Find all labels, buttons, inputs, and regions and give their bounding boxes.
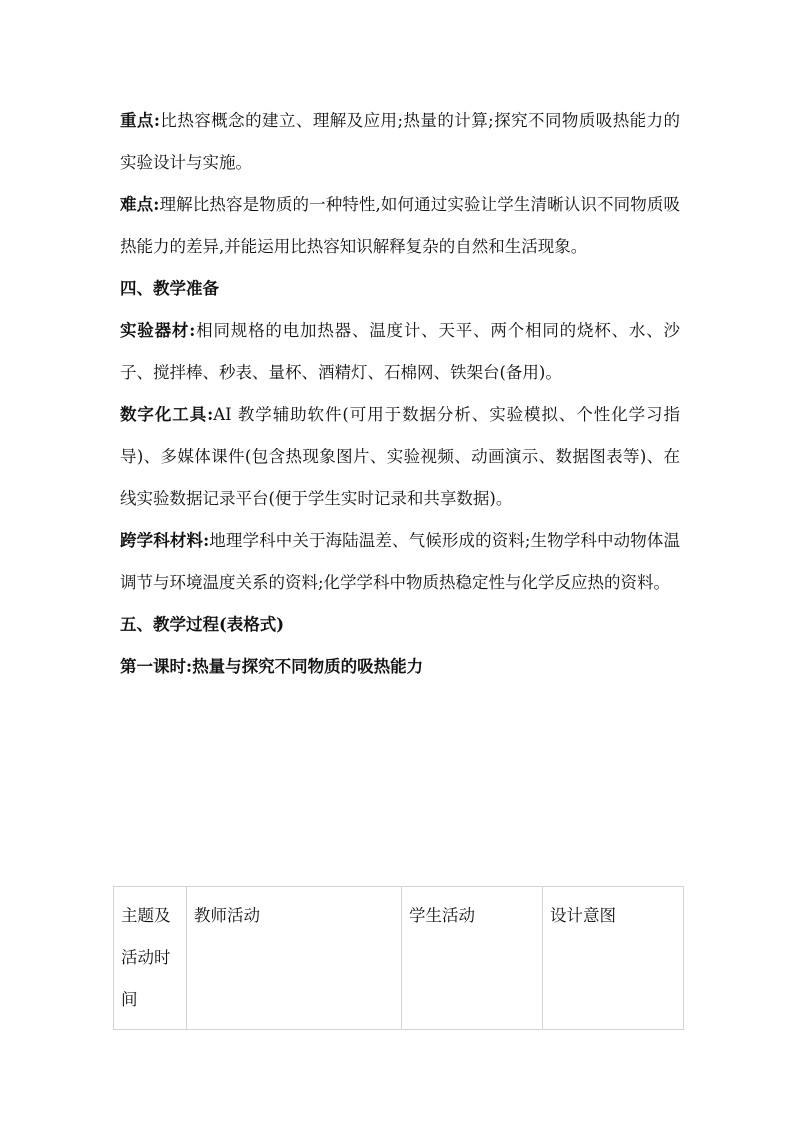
interdisciplinary-label: 跨学科材料: [120, 531, 210, 550]
digital-tools-paragraph [120, 394, 680, 520]
key-points-text: 比热容概念的建立、理解及应用;热量的计算;探究不同物质吸热能力的实验设计与实施。 [120, 111, 680, 172]
digital-tools-text: AI 教学辅助软件(可用于数据分析、实验模拟、个性化学习指导)、多媒体课件(包含热现象图片、实验视频、动画演示、数据图表等)、在线实验数据记录平台(便于学生实时记录和共享数据)。 [120, 405, 680, 508]
header-teacher-activity: 教师活动 [187, 887, 402, 1030]
digital-tools-label: 数字化工具: [120, 405, 214, 424]
header-design-intent: 设计意图 [543, 887, 684, 1030]
equipment-paragraph [120, 310, 680, 394]
equipment-text: 相同规格的电加热器、温度计、天平、两个相同的烧杯、水、沙子、搅拌棒、秒表、量杯、酒精灯、石棉网、铁架台(备用)。 [120, 321, 681, 382]
difficulties-label: 难点: [120, 195, 160, 214]
equipment-label: 实验器材: [120, 321, 196, 340]
difficulties-text: 理解比热容是物质的一种特性,如何通过实验让学生清晰认识不同物质吸热能力的差异,并能运用比热容知识解释复杂的自然和生活现象。 [120, 195, 681, 256]
difficulties-paragraph [120, 184, 680, 268]
header-topic-time: 主题及活动时间 [114, 887, 187, 1030]
interdisciplinary-paragraph [120, 520, 680, 604]
lesson-1-title: 第一课时:热量与探究不同物质的吸热能力 [120, 657, 424, 676]
section-5-title: 五、教学过程(表格式) [120, 615, 285, 634]
table-header-row [114, 887, 684, 1030]
teaching-process-table [113, 886, 684, 1030]
header-student-activity: 学生活动 [402, 887, 543, 1030]
key-points-label: 重点: [120, 111, 160, 130]
key-points-paragraph [120, 100, 680, 184]
document-body [120, 100, 680, 688]
interdisciplinary-text: 地理学科中关于海陆温差、气候形成的资料;生物学科中动物体温调节与环境温度关系的资料;化学学科中物质热稳定性与化学反应热的资料。 [120, 531, 680, 592]
lesson-table [113, 886, 681, 1030]
section-4-title: 四、教学准备 [120, 279, 219, 298]
